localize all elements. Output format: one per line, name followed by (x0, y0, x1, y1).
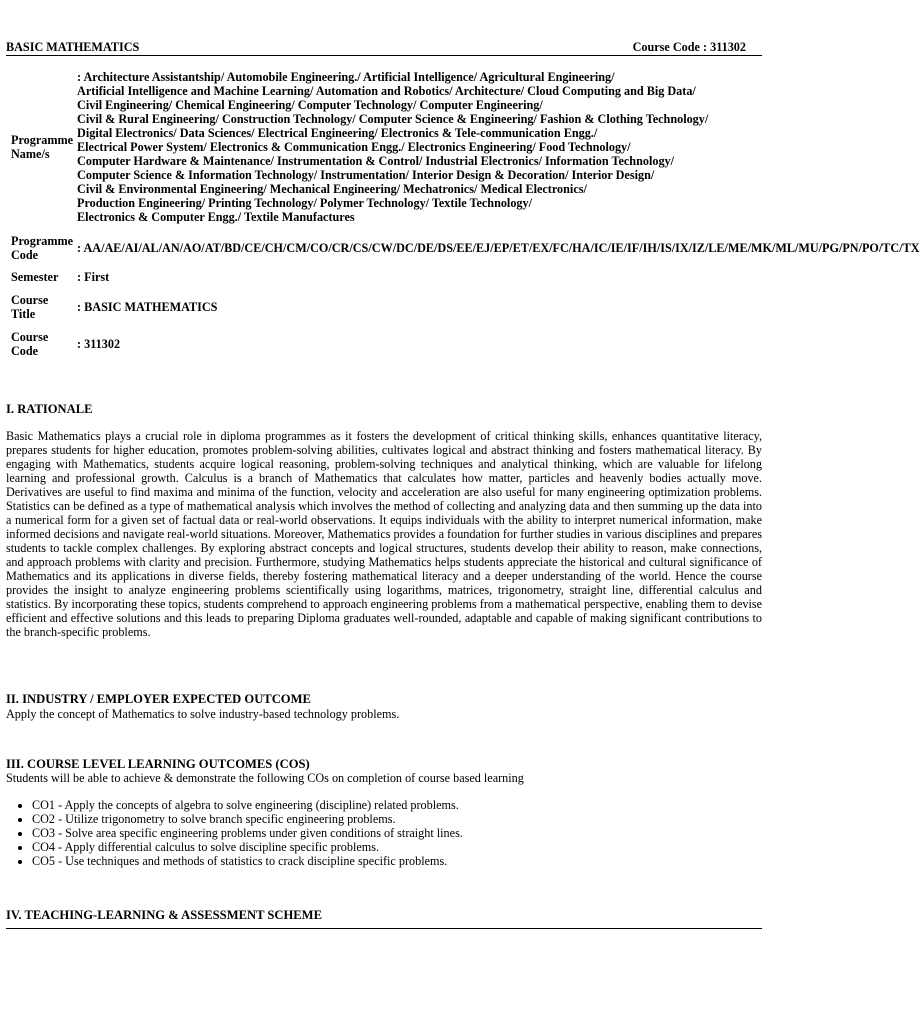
list-item: • CO3 - Solve area specific engineering problems under given conditions of straight lines. (32, 826, 463, 840)
cos-intro: Students will be able to achieve & demonstrate the following COs on completion of course based learning (6, 771, 524, 785)
rationale-heading: I. RATIONALE (6, 402, 93, 416)
industry-text: Apply the concept of Mathematics to solve industry-based technology problems. (6, 707, 400, 721)
list-item: • CO5 - Use techniques and methods of statistics to crack discipline specific problems. (32, 854, 463, 868)
cos-heading: III. COURSE LEVEL LEARNING OUTCOMES (COS) (6, 757, 310, 771)
header-title: BASIC MATHEMATICS (6, 40, 140, 54)
programme-names-value (75, 70, 922, 224)
programme-names-line: Civil Engineering/ Chemical Engineering/ Computer Technology/ Computer Engineering/ (77, 98, 543, 112)
programme-code-label: Programme Code (11, 234, 74, 262)
semester-label: Semester (11, 270, 59, 284)
teaching-heading: IV. TEACHING-LEARNING & ASSESSMENT SCHEME (6, 908, 322, 922)
programme-names-line: Electronics & Computer Engg./ Textile Manufactures (77, 210, 355, 224)
programme-names-line: : Architecture Assistantship/ Automobile Engineering./ Artificial Intelligence/ Agricultural Engineering/ (77, 70, 615, 84)
cos-list (6, 798, 463, 868)
programme-names-line: Civil & Rural Engineering/ Construction Technology/ Computer Science & Engineering/ Fashion & Clothing Technology/ (77, 112, 709, 126)
course-title-row (9, 293, 922, 321)
semester-value: : First (77, 270, 110, 284)
programme-names-row (9, 70, 922, 224)
semester-row (9, 270, 922, 284)
programme-names-line: Computer Science & Information Technology/ Instrumentation/ Interior Design & Decoration/ Interior Design/ (77, 168, 655, 182)
list-item: • CO4 - Apply differential calculus to solve discipline specific problems. (32, 840, 463, 854)
list-item: • CO1 - Apply the concepts of algebra to solve engineering (discipline) related problems. (32, 798, 463, 812)
programme-code-value: : AA/AE/AI/AL/AN/AO/AT/BD/CE/CH/CM/CO/CR/CS/CW/DC/DE/DS/EE/EJ/EP/ET/EX/FC/HA/IC/IE/IF/IH/IS/IX/IZ/LE/ME/MK/ML/MU/PG/PN/PO/TC/TX (77, 241, 920, 255)
programme-names-line: Computer Hardware & Maintenance/ Instrumentation & Control/ Industrial Electronics/ Information Technology/ (77, 154, 675, 168)
section-divider (6, 928, 762, 929)
list-item: • CO2 - Utilize trigonometry to solve branch specific engineering problems. (32, 812, 463, 826)
course-code-row (9, 330, 922, 358)
industry-heading: II. INDUSTRY / EMPLOYER EXPECTED OUTCOME (6, 692, 311, 706)
course-meta-table (9, 70, 922, 358)
course-title-value: : BASIC MATHEMATICS (77, 300, 218, 314)
programme-names-line: Electrical Power System/ Electronics & Communication Engg./ Electronics Engineering/ Food Technology/ (77, 140, 631, 154)
header-course-code: Course Code : 311302 (632, 40, 746, 54)
programme-names-line: Civil & Environmental Engineering/ Mechanical Engineering/ Mechatronics/ Medical Electronics/ (77, 182, 587, 196)
course-code-value: : 311302 (77, 337, 121, 351)
programme-names-line: Production Engineering/ Printing Technology/ Polymer Technology/ Textile Technology/ (77, 196, 532, 210)
programme-names-label: Programme Name/s (11, 133, 74, 161)
course-code-label: Course Code (11, 330, 49, 358)
page-header (6, 40, 762, 56)
programme-names-line: Digital Electronics/ Data Sciences/ Electrical Engineering/ Electronics & Tele-communication Engg./ (77, 126, 598, 140)
rationale-text: Basic Mathematics plays a crucial role in diploma programmes as it fosters the development of critical thinking skills, enhances quantitative literacy, prepares students for higher education, promotes problem-solving abilities, cultivates logical and abstract thinking and fosters mathematical literacy. By engaging with Mathematics, students acquire logical reasoning, problem-solving techniques and analytical thinking, which are valuable for lifelong learning and professional growth. Calculus is a branch of Mathematics that calculates how matter, particles and heavenly bodies actually move. Derivatives are useful to find maxima and minima of the function, velocity and acceleration are also useful for many engineering optimization problems. Statistics can be defined as a type of mathematical analysis which involves the method of collecting and analyzing data and then summing up the data into a numerical form for a given set of factual data or real-world observations. It equips individuals with the ability to interpret numerical information, make informed decisions and navigate real-world situations. Moreover, Mathematics provides a foundation for further studies in various disciplines and prepares students to tackle complex challenges. By exploring abstract concepts and logical structures, students develop their ability to reason, make connections, and approach problems with clarity and precision. Furthermore, studying Mathematics helps students appreciate the historical and cultural significance of Mathematics and its applications in diverse fields, thereby fostering mathematical literacy and a deeper understanding of the world. Hence the course provides the insight to analyze engineering problems scientifically using logarithms, matrices, trigonometry, straight line, differential calculus and statistics. By incorporating these topics, students comprehend to approach engineering problems from a mathematical perspective, enabling them to devise efficient and effective solutions and this leads to preparing Diploma graduates well-rounded, adaptable and capable of making significant contributions to the branch-specific problems. (6, 429, 762, 639)
programme-names-line: Artificial Intelligence and Machine Learning/ Automation and Robotics/ Architecture/ Cloud Computing and Big Data/ (77, 84, 696, 98)
document-page (6, 0, 920, 1024)
programme-code-row (9, 234, 922, 262)
course-title-label: Course Title (11, 293, 49, 321)
